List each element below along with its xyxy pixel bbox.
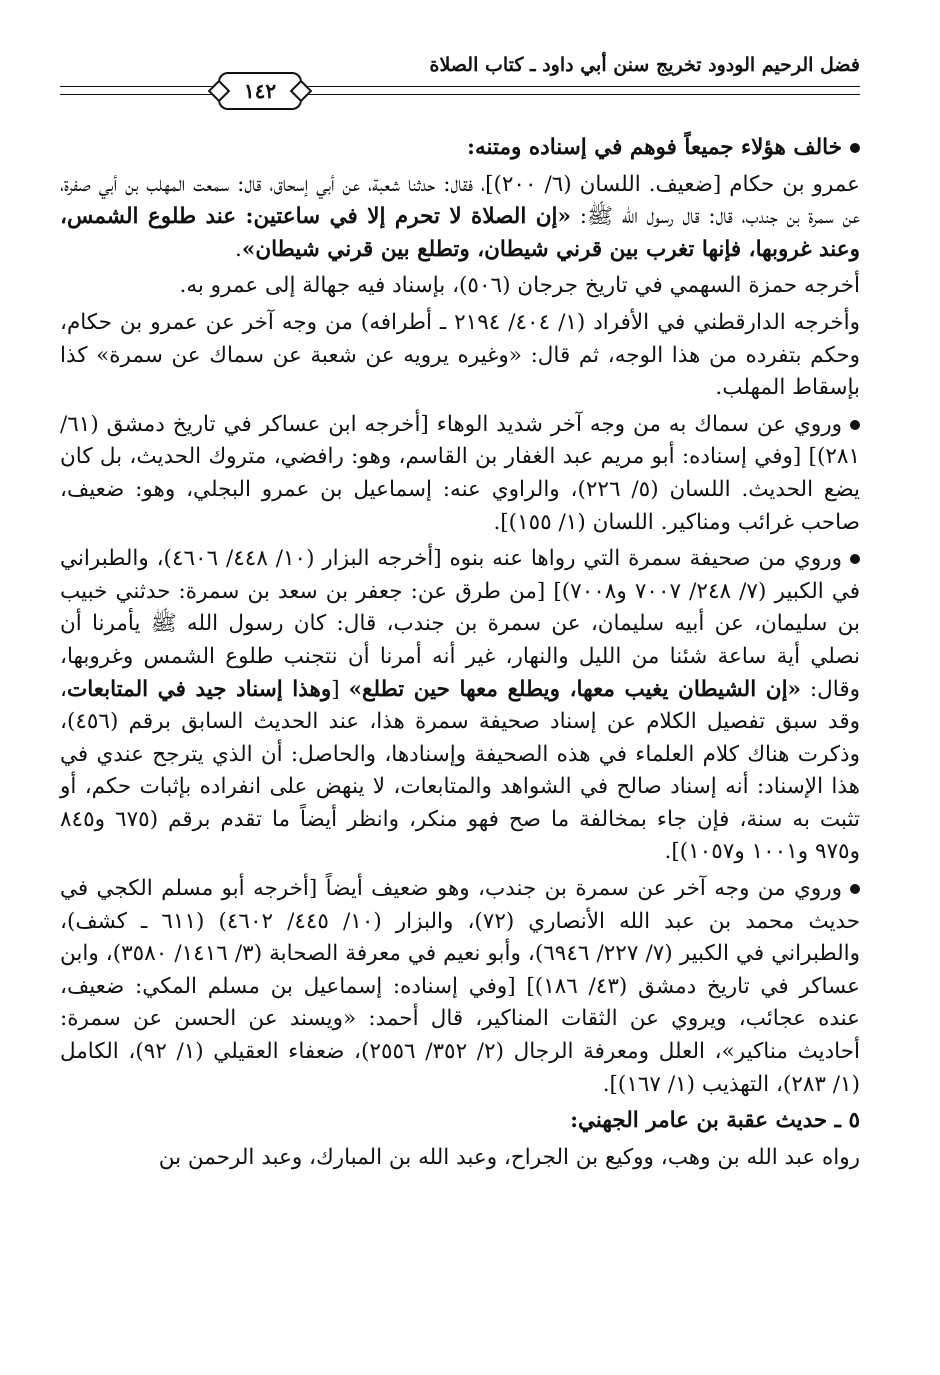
paragraph-text: ، وقد سبق تفصيل الكلام عن إسناد صحيفة سمرة هذا، عند الحديث السابق برقم (٤٥٦)، وذكرت هناك كلام العلماء في هذه الصحيفة وإسنادها، والحاصل: أن الذي يترجح عندي في هذا الإسناد: أنه إسناد صالح في الشواهد والمتابعات، لا ينهض على انفراده بإثبات حكم، أو تثبت به سنة، فإن جاء بمخالفة ما صح فهو منكر، وانظر أيضاً ما تقدم برقم (٦٧٥ و٨٤٥ و٩٧٥ و١٠٠١ و١٠٥٧)]. [60, 676, 860, 865]
paragraph-text: وأخرجه الدارقطني في الأفراد (١/ ٤٠٤/ ٢١٩٤ ـ أطرافه) من وجه آخر عن عمرو بن حكام، وحكم بتفرده من هذا الوجه، ثم قال: «وغيره يرويه عن شعبة عن سماك عن سمرة» كذا بإسقاط المهلب. [60, 309, 861, 401]
page-body [60, 132, 860, 1178]
hadith-text: «إن الصلاة لا تحرم إلا في ساعتين: عند طلوع الشمس، وعند غروبها، فإنها تغرب بين قرني شيطان، وتطلع بين قرني شيطان» [60, 204, 860, 262]
paragraph-text: وروي من صحيفة سمرة التي رواها عنه بنوه [أخرجه البزار (١٠/ ٤٤٨/ ٤٦٠٦)، والطبراني في الكبير (٧/ ٢٤٨/ ٧٠٠٧ و٧٠٠٨)] [من طرق عن: جعفر بن سعد بن سمرة: حدثني خبيب بن سليمان، عن أبيه سليمان، عن سمرة بن جندب، قال: كان رسول الله ﷺ يأمرنا أن نصلي أية ساعة شئنا من الليل والنهار، غير أنه أمرنا أن نتجنب طلوع الشمس وغروبها، وقال: [60, 546, 861, 702]
bullet-icon [850, 554, 860, 564]
grading-text: وهذا إسناد جيد في المتابعات [66, 676, 332, 702]
paragraph-text: وروي عن سماك به من وجه آخر شديد الوهاء [أخرجه ابن عساكر في تاريخ دمشق (٦١/ ٢٨١)] [وفي إسناده: أبو مريم عبد الغفار بن القاسم، وهو: رافضي، متروك الحديث، بل كان يضع الحديث. اللسان (٥/ ٢٢٦)، والراوي عنه: إسماعيل بن عمرو البجلي، وهو: ضعيف، صاحب غرائب ومناكير. اللسان (١/ ١٥٥)]. [60, 411, 861, 535]
bullet-icon [850, 420, 860, 430]
paragraph [60, 169, 860, 267]
paragraph-text: خالف هؤلاء جميعاً فوهم في إسناده ومتنه: [467, 135, 842, 160]
section-heading: ٥ ـ حديث عقبة بن عامر الجهني: [570, 1108, 860, 1134]
paragraph-text: [ [331, 676, 349, 702]
bullet-icon [850, 143, 860, 153]
paragraph [60, 543, 860, 869]
paragraph [60, 270, 860, 303]
paragraph [60, 132, 860, 165]
paragraph-text: . [235, 236, 242, 262]
header-rule-top [60, 86, 860, 87]
page-number-badge [218, 72, 302, 110]
bullet-icon [850, 884, 860, 894]
book-page [60, 20, 860, 1360]
paragraph-text: عمرو بن حكام [ضعيف. اللسان (٦/ ٢٠٠)]، فقال: حدثنا شعبة، عن أبي إسحاق، قال: سمعت المهلب بن أبي صفرة، عن سمرة بن جندب، قال: قال رسول الله ﷺ: [60, 171, 860, 230]
running-title: فضل الرحيم الودود تخريج سنن أبي داود ـ كتاب الصلاة [429, 54, 860, 76]
header-rule-bottom [60, 94, 860, 95]
paragraph [60, 1142, 860, 1175]
paragraph [60, 873, 860, 1101]
hadith-text: «إن الشيطان يغيب معها، ويطلع معها حين تطلع» [348, 676, 801, 702]
paragraph-text: وروي من وجه آخر عن سمرة بن جندب، وهو ضعيف أيضاً [أخرجه أبو مسلم الكجي في حديث محمد بن عبد الله الأنصاري (٧٢)، والبزار (١٠/ ٤٤٥/ ٤٦٠٢) (٦١١ ـ كشف)، والطبراني في الكبير (٧/ ٢٢٧/ ٦٩٤٦)، وأبو نعيم في معرفة الصحابة (٣/ ١٤١٦/ ٣٥٨٠)، وابن عساكر في تاريخ دمشق (٤٣/ ١٨٦)] [وفي إسناده: إسماعيل بن مسلم المكي: ضعيف، عنده عجائب، ويروي عن الثقات المناكير، قال أحمد: «ويسند عن الحسن عن سمرة: أحاديث مناكير»، العلل ومعرفة الرجال (٢/ ٣٥٢/ ٢٥٥٦)، ضعفاء العقيلي (١/ ٩٢)، الكامل (١/ ٢٨٣)، التهذيب (١/ ١٦٧)]. [60, 876, 861, 1097]
page-header [60, 48, 860, 103]
page-number: ١٤٢ [243, 79, 277, 103]
paragraph [60, 409, 860, 539]
paragraph-text: أخرجه حمزة السهمي في تاريخ جرجان (٥٠٦)، بإسناد فيه جهالة إلى عمرو به. [179, 273, 860, 299]
paragraph-text: رواه عبد الله بن وهب، ووكيع بن الجراح، وعبد الله بن المبارك، وعبد الرحمن بن [158, 1144, 860, 1170]
paragraph [60, 307, 860, 405]
